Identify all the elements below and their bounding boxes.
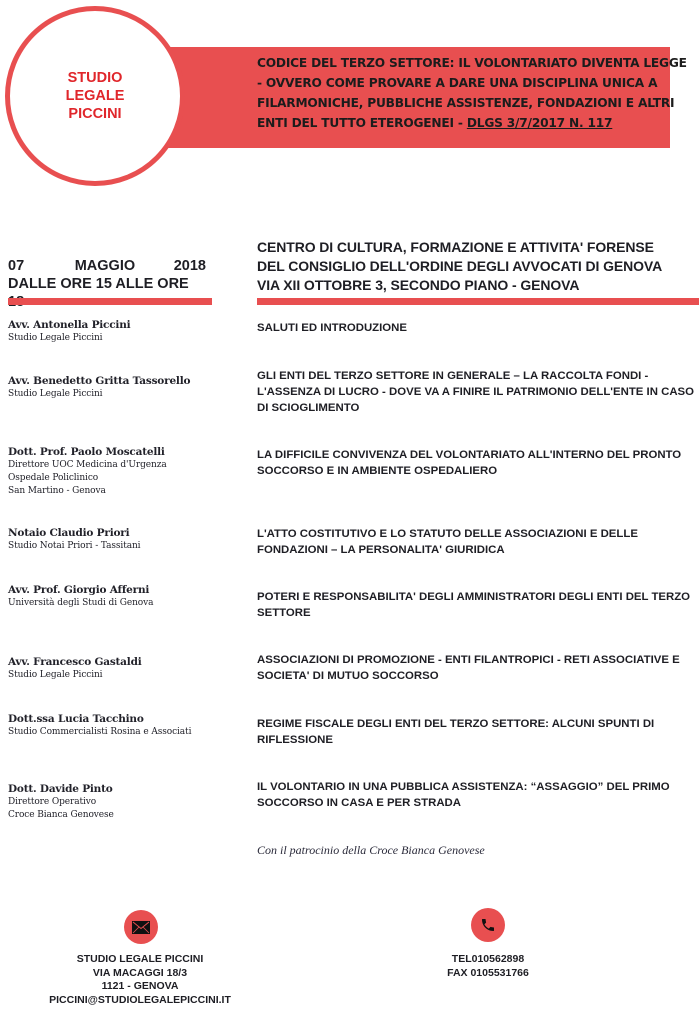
event-venue [257, 238, 697, 295]
talk-topic: ASSOCIAZIONI DI PROMOZIONE - ENTI FILANTROPICI - RETI ASSOCIATIVE E SOCIETA' DI MUTUO SOCCORSO [257, 654, 680, 682]
logo-line: PICCINI [68, 106, 122, 122]
speaker [8, 445, 238, 498]
speaker-affiliation: Studio Commercialisti Rosina e Associati [8, 727, 192, 737]
event-title-text: CODICE DEL TERZO SETTORE: IL VOLONTARIATO DIVENTA LEGGE - OVVERO COME PROVARE A DARE UNA DISCIPLINA UNICA A FILARMONICHE, PUBBLICHE ASSISTENZE, FONDAZIONI E ALTRI ENTI DEL TUTTO ETEROGENEI - [257, 56, 687, 130]
speaker-name: Avv. Benedetto Gritta Tassorello [8, 375, 191, 387]
talk-topic: POTERI E RESPONSABILITA' DEGLI AMMINISTRATORI DEGLI ENTI DEL TERZO SETTORE [257, 591, 691, 619]
phone-glyph [480, 917, 496, 933]
speaker-name: Notaio Claudio Priori [8, 527, 130, 539]
phone-block [428, 953, 548, 980]
address-line: 1121 - GENOVA [101, 980, 179, 992]
speaker-name: Dott. Davide Pinto [8, 783, 113, 795]
speaker-affiliation: Ospedale Policlinico [8, 473, 99, 483]
speaker-affiliation: Croce Bianca Genovese [8, 810, 114, 820]
speaker-affiliation: Direttore UOC Medicina d'Urgenza [8, 460, 167, 470]
speaker-affiliation: San Martino - Genova [8, 486, 106, 496]
event-time: DALLE ORE 15 ALLE ORE [8, 276, 189, 292]
speaker [8, 583, 238, 610]
speaker-affiliation: Studio Legale Piccini [8, 389, 103, 399]
speaker [8, 526, 238, 553]
logo [5, 6, 185, 186]
address-line: STUDIO LEGALE PICCINI [76, 953, 204, 965]
law-reference: DLGS 3/7/2017 N. 117 [466, 116, 613, 130]
speaker [8, 374, 238, 401]
speaker [8, 655, 238, 682]
speaker-affiliation: Università degli Studi di Genova [8, 598, 154, 608]
logo-line: STUDIO [67, 70, 123, 86]
venue-line: DEL CONSIGLIO DELL'ORDINE DEGLI AVVOCATI DI GENOVA [257, 258, 663, 274]
event-day: 07 [8, 258, 25, 274]
speaker-affiliation: Studio Legale Piccini [8, 333, 103, 343]
speaker-name: Avv. Antonella Piccini [8, 319, 131, 331]
speaker-affiliation: Direttore Operativo [8, 797, 97, 807]
envelope-icon [124, 910, 158, 944]
event-title [257, 53, 687, 133]
speaker-name: Avv. Prof. Giorgio Afferni [8, 584, 150, 596]
speaker [8, 318, 238, 345]
venue-line: CENTRO DI CULTURA, FORMAZIONE E ATTIVITA' FORENSE [257, 239, 654, 255]
speaker-affiliation: Studio Legale Piccini [8, 670, 103, 680]
speaker [8, 712, 238, 739]
speaker [8, 782, 238, 822]
speaker-affiliation: Studio Notai Priori - Tassitani [8, 541, 141, 551]
patronage-note: Con il patrocinio della Croce Bianca Genovese [257, 843, 485, 857]
divider-left [8, 298, 212, 305]
address-block [40, 953, 240, 1007]
talk-topic: SALUTI ED INTRODUZIONE [257, 322, 407, 334]
envelope-glyph [132, 921, 150, 934]
talk-topic: GLI ENTI DEL TERZO SETTORE IN GENERALE – LA RACCOLTA FONDI - L'ASSENZA DI LUCRO - DOVE VA A FINIRE IL PATRIMONIO DELL'ENTE IN CASO DI SCIOGLIMENTO [257, 370, 695, 414]
talk-topic: L'ATTO COSTITUTIVO E LO STATUTO DELLE ASSOCIAZIONI E DELLE FONDAZIONI – LA PERSONALITA' GIURIDICA [257, 528, 638, 556]
logo-line: LEGALE [65, 88, 125, 104]
phone-number[interactable]: TEL010562898 [451, 953, 525, 965]
event-year: 2018 [173, 258, 206, 274]
talk-topic: REGIME FISCALE DEGLI ENTI DEL TERZO SETTORE: ALCUNI SPUNTI DI RIFLESSIONE [257, 718, 655, 746]
email-link[interactable]: PICCINI@STUDIOLEGALEPICCINI.IT [49, 993, 231, 1006]
divider-right [257, 298, 699, 305]
speaker-name: Dott.ssa Lucia Tacchino [8, 713, 144, 725]
speaker-name: Dott. Prof. Paolo Moscatelli [8, 446, 165, 458]
fax-number: FAX 0105531766 [447, 966, 529, 979]
talk-topic: IL VOLONTARIO IN UNA PUBBLICA ASSISTENZA: “ASSAGGIO” DEL PRIMO SOCCORSO IN CASA E PER STRADA [257, 781, 670, 809]
event-month: MAGGIO [74, 258, 136, 274]
phone-icon [471, 908, 505, 942]
talk-topic: LA DIFFICILE CONVIVENZA DEL VOLONTARIATO ALL'INTERNO DEL PRONTO SOCCORSO E IN AMBIENTE OSPEDALIERO [257, 449, 682, 477]
date-row [8, 257, 206, 275]
address-line: VIA MACAGGI 18/3 [92, 966, 188, 979]
speaker-name: Avv. Francesco Gastaldi [8, 656, 142, 668]
venue-line: VIA XII OTTOBRE 3, SECONDO PIANO - GENOVA [257, 277, 580, 293]
logo-text [66, 69, 125, 123]
